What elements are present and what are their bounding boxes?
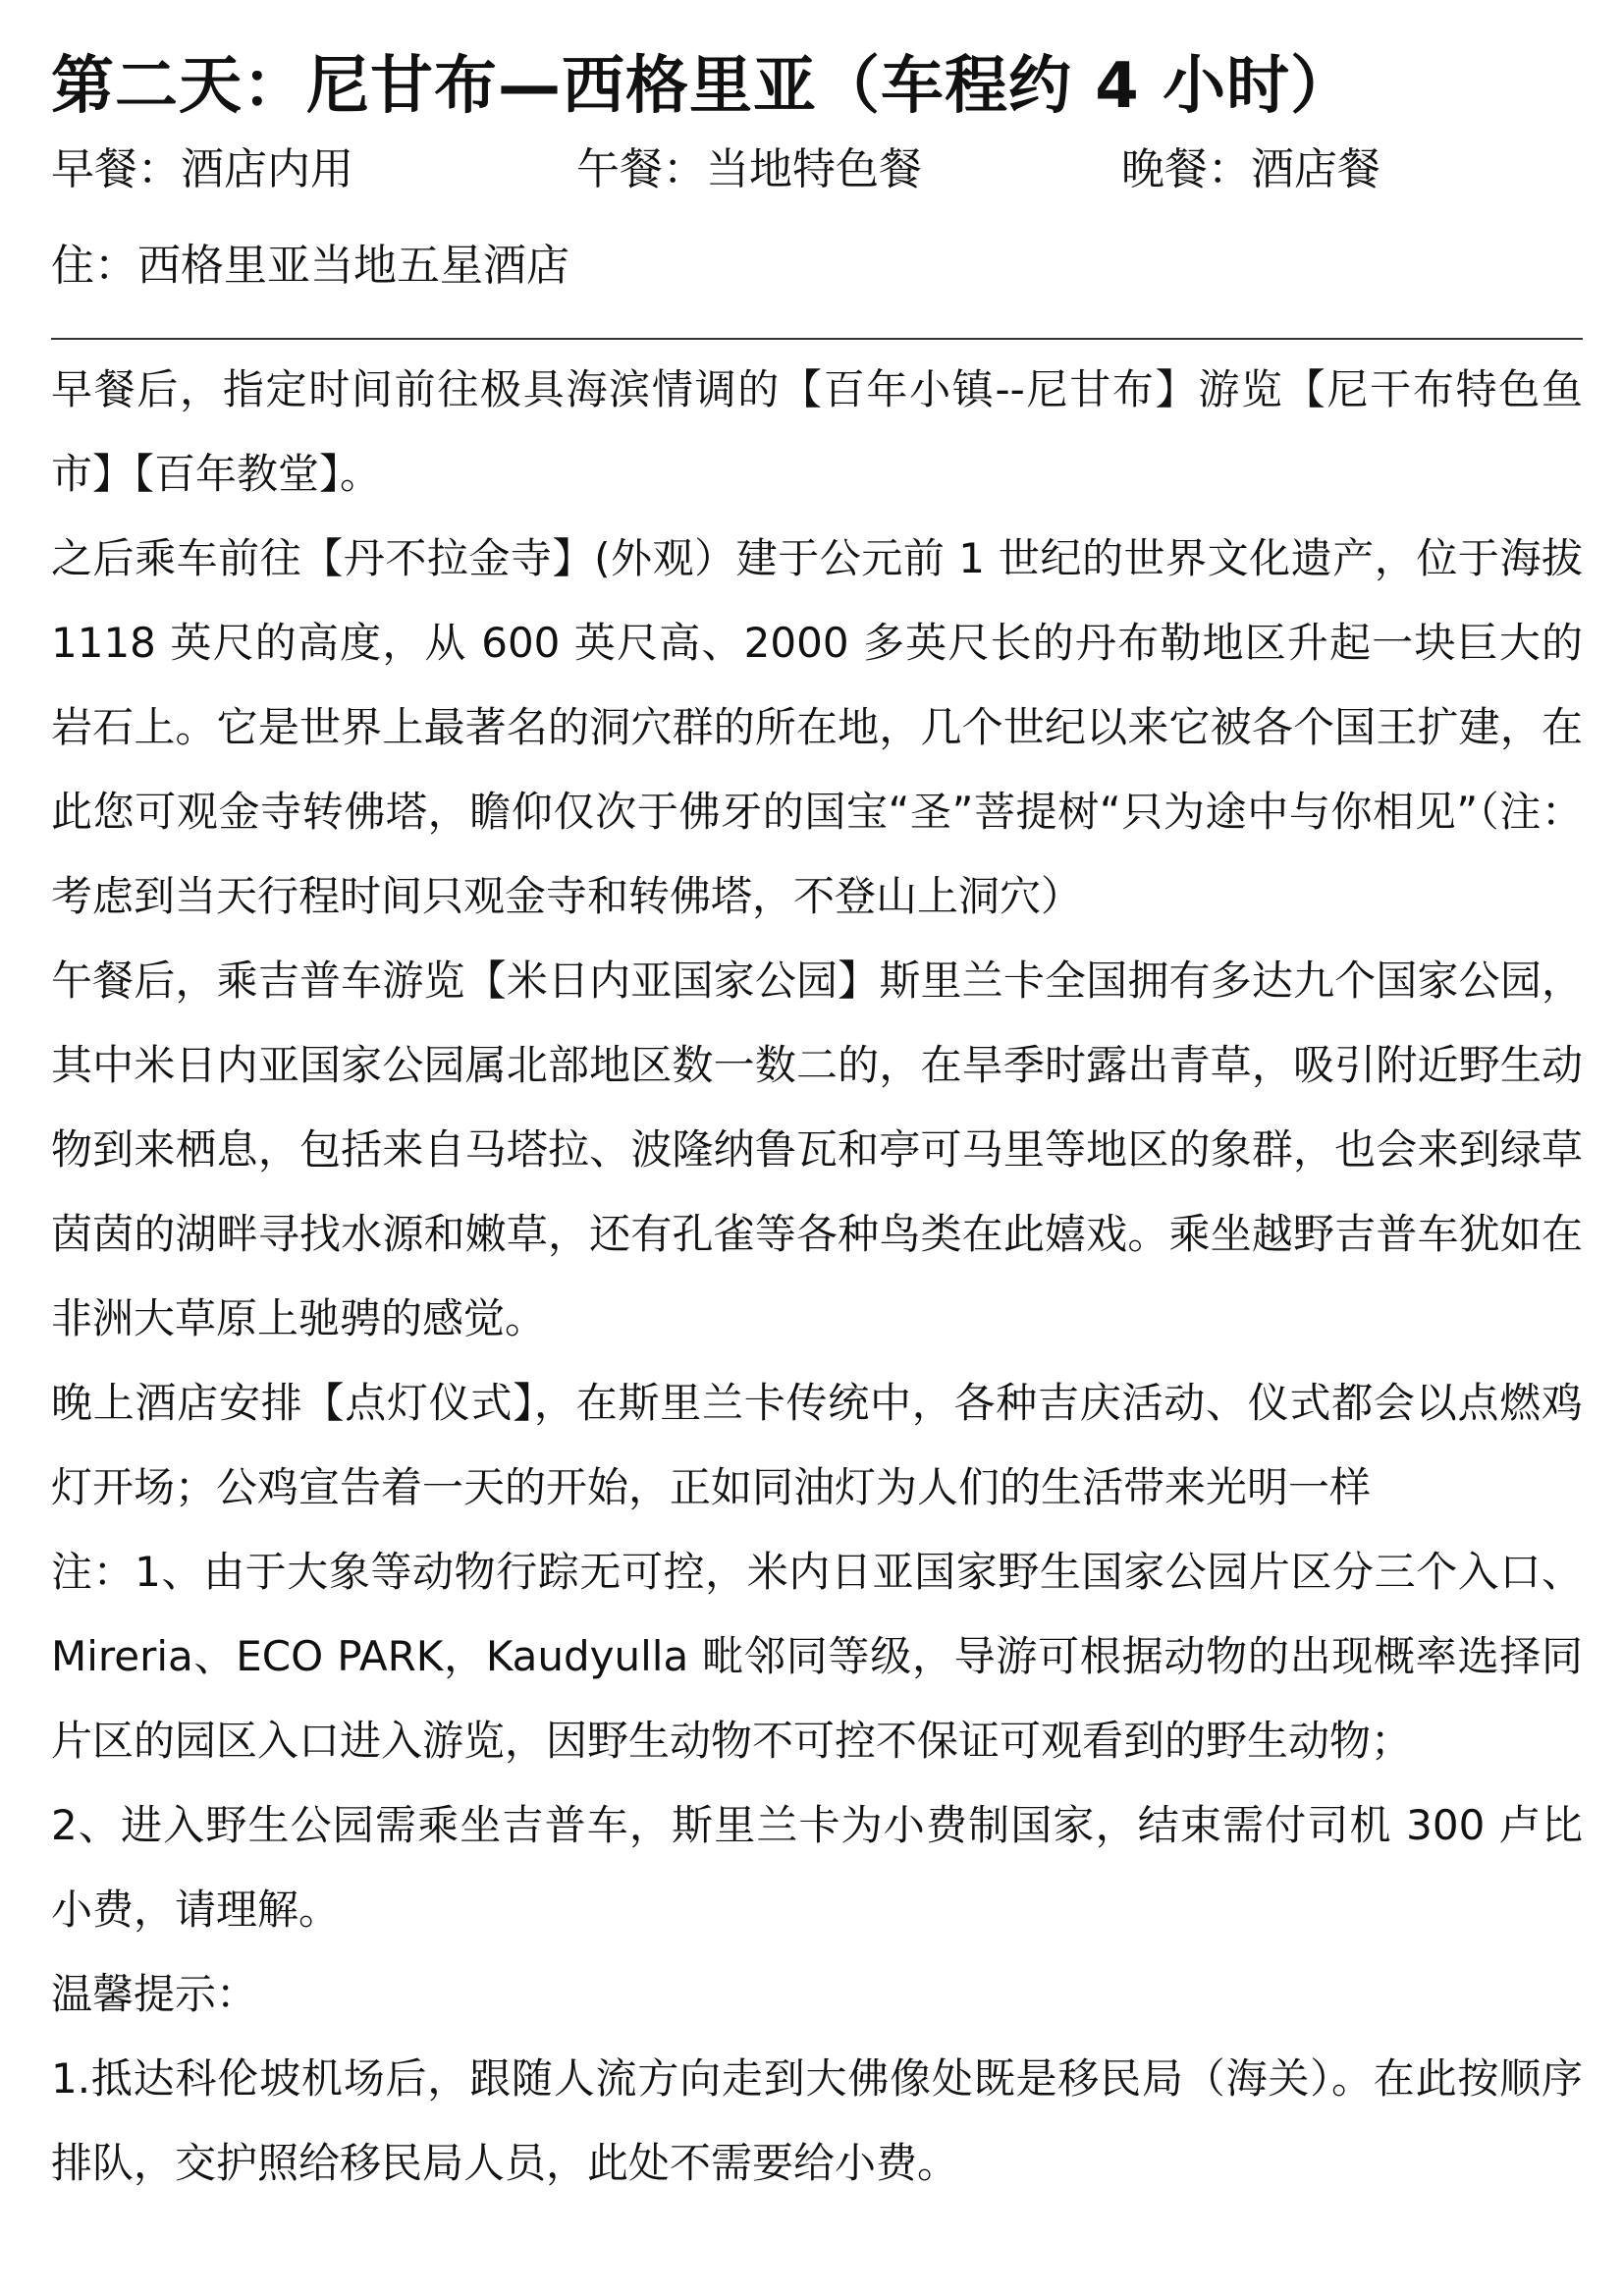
paragraph-morning: 早餐后，指定时间前往极具海滨情调的【百年小镇--尼甘布】游览【尼干布特色鱼市】【百年教堂】。 bbox=[51, 365, 1583, 498]
paragraph-dambulla: 之后乘车前往【丹不拉金寺】(外观）建于公元前 1 世纪的世界文化遗产，位于海拔 1118 英尺的高度，从 600 英尺高、2000 多英尺长的丹布勒地区升起一块巨大的岩石上。它是世界上最著名的洞穴群的所在地，几个世纪以来它被各个国王扩建，在此您可观金寺转佛塔，瞻仰仅次于佛牙的国宝“圣”菩提树“只为途中与你相见”（注：考虑到当天行程时间只观金寺和转佛塔，不登山上洞穴） bbox=[51, 534, 1583, 920]
paragraph-note-2: 2、进入野生公园需乘坐吉普车，斯里兰卡为小费制国家，结束需付司机 300 卢比小费，请理解。 bbox=[51, 1801, 1583, 1934]
dinner-info: 晚餐：酒店餐 bbox=[1121, 144, 1380, 194]
tips-heading: 温馨提示： bbox=[51, 1970, 258, 2018]
day-title: 第二天：尼甘布—西格里亚（车程约 4 小时） bbox=[51, 50, 1355, 123]
paragraph-minneriya: 午餐后，乘吉普车游览【米日内亚国家公园】斯里兰卡全国拥有多达九个国家公园，其中米日内亚国家公园属北部地区数一数二的，在旱季时露出青草，吸引附近野生动物到来栖息，包括来自马塔拉、波隆纳鲁瓦和亭可马里等地区的象群，也会来到绿草茵茵的湖畔寻找水源和嫩草，还有孔雀等各种鸟类在此嬉戏。乘坐越野吉普车犹如在非洲大草原上驰骋的感觉。 bbox=[51, 957, 1583, 1342]
breakfast-info: 早餐：酒店内用 bbox=[51, 144, 353, 194]
lunch-info: 午餐：当地特色餐 bbox=[576, 144, 922, 194]
meals-row bbox=[51, 139, 1583, 200]
tip-1: 1.抵达科伦坡机场后，跟随人流方向走到大佛像处既是移民局（海关）。在此按顺序排队，交护照给移民局人员，此处不需要给小费。 bbox=[51, 2054, 1583, 2187]
document-page bbox=[51, 37, 1583, 2206]
accommodation-info: 住：西格里亚当地五星酒店 bbox=[51, 241, 569, 291]
paragraph-note-1: 注：1、由于大象等动物行踪无可控，米内日亚国家野生国家公园片区分三个入口、Mireria、ECO PARK，Kaudyulla 毗邻同等级，导游可根据动物的出现概率选择同片区的园区入口进入游览，因野生动物不可控不保证可观看到的野生动物； bbox=[51, 1548, 1583, 1765]
paragraph-lamp-ceremony: 晚上酒店安排【点灯仪式】，在斯里兰卡传统中，各种吉庆活动、仪式都会以点燃鸡灯开场；公鸡宣告着一天的开始，正如同油灯为人们的生活带来光明一样 bbox=[51, 1379, 1583, 1511]
section-divider bbox=[51, 338, 1583, 340]
itinerary-body bbox=[51, 348, 1583, 2206]
